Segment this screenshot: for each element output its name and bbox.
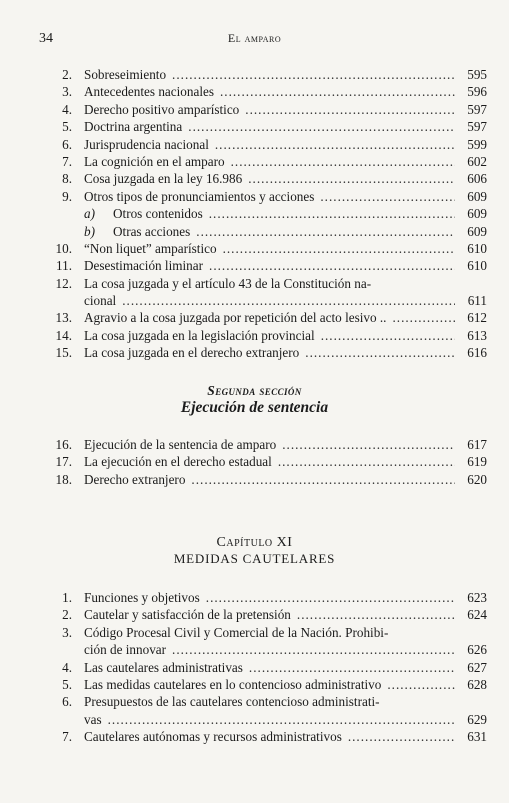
toc-group-primera-seccion [50, 66, 487, 362]
toc-entry [50, 223, 487, 240]
toc-entry [50, 676, 487, 693]
entry-title: Cautelar y satisfacción de la pretensión [84, 607, 291, 623]
entry-title: Otras acciones [113, 223, 191, 239]
toc-entry [50, 606, 487, 623]
toc-entry [50, 711, 487, 728]
dot-leader [278, 453, 455, 470]
toc-entry [50, 118, 487, 135]
dot-leader [321, 327, 455, 344]
entry-content [84, 170, 487, 187]
entry-number: 2. [62, 607, 72, 623]
entry-title: Las medidas cautelares en lo contencioso administrativo [84, 676, 382, 692]
section-title: Ejecución de sentencia [180, 399, 329, 416]
entry-content [84, 641, 487, 658]
entry-number: 2. [62, 67, 72, 82]
entry-page: 609 [467, 188, 487, 204]
entry-content [84, 153, 487, 170]
dot-leader [122, 292, 455, 309]
entry-number: 7. [62, 729, 72, 745]
entry-content [84, 711, 487, 728]
dot-leader [215, 136, 455, 153]
dot-leader [196, 223, 455, 240]
entry-content [84, 240, 487, 257]
dot-leader [108, 711, 455, 728]
entry-page: 626 [467, 642, 487, 658]
entry-page: 627 [467, 659, 487, 675]
entry-content [84, 101, 487, 118]
dot-leader [209, 257, 455, 274]
entry-title: cional [84, 293, 117, 309]
toc-entry [50, 66, 487, 83]
entry-page: 612 [467, 310, 487, 326]
entry-content [84, 309, 487, 326]
entry-content [84, 659, 487, 676]
entry-content [84, 118, 487, 135]
toc-group-capitulo-xi [50, 589, 487, 746]
dot-leader [188, 118, 455, 135]
toc-entry [50, 275, 487, 292]
entry-page: 611 [467, 293, 487, 309]
entry-title: La cosa juzgada y el artículo 43 de la Constitución na- [84, 275, 372, 291]
toc-entry [50, 624, 487, 641]
entry-page: 597 [467, 101, 487, 117]
entry-title: Agravio a la cosa juzgada por repetición del acto lesivo .. [84, 310, 387, 326]
entry-title: La cosa juzgada en el derecho extranjero [84, 345, 300, 361]
entry-title: Cautelares autónomas y recursos administrativos [84, 729, 342, 745]
entry-content [84, 188, 487, 205]
entry-title: Jurisprudencia nacional [84, 136, 209, 152]
toc-entry [50, 589, 487, 606]
toc-entry [50, 453, 487, 470]
entry-title: Sobreseimiento [84, 67, 167, 82]
toc-entry [50, 292, 487, 309]
entry-content [84, 624, 487, 641]
entry-number: a) [84, 206, 95, 222]
toc-entry [50, 240, 487, 257]
entry-number: 13. [55, 310, 72, 326]
entry-number: 3. [62, 84, 72, 100]
toc-entry [50, 153, 487, 170]
entry-title: Ejecución de la sentencia de amparo [84, 437, 277, 452]
entry-title: “Non liquet” amparístico [84, 240, 217, 256]
dot-leader [172, 641, 455, 658]
entry-title: Doctrina argentina [84, 119, 183, 135]
entry-title: La ejecución en el derecho estadual [84, 454, 272, 470]
dot-leader [245, 101, 455, 118]
entry-title: Otros tipos de pronunciamientos y acciones [84, 188, 315, 204]
entry-number: 7. [62, 153, 72, 169]
entry-content [84, 606, 487, 623]
entry-content [84, 589, 487, 606]
toc-entry [50, 693, 487, 710]
toc-entry [50, 641, 487, 658]
entry-title: Antecedentes nacionales [84, 84, 214, 100]
dot-leader [172, 66, 455, 83]
entry-content [84, 66, 487, 83]
dot-leader [387, 676, 455, 693]
entry-number: b) [84, 223, 95, 239]
entry-number: 14. [55, 327, 72, 343]
toc-group-segunda-seccion [50, 436, 487, 488]
entry-title: vas [84, 711, 102, 727]
entry-number: 6. [62, 136, 72, 152]
entry-number: 12. [55, 275, 72, 291]
entry-title: Las cautelares administrativas [84, 659, 243, 675]
entry-content [84, 275, 487, 292]
entry-title: Funciones y objetivos [84, 590, 200, 605]
entry-number: 6. [62, 694, 72, 710]
entry-page: 629 [467, 711, 487, 727]
toc-entry [50, 728, 487, 745]
chapter-title: MEDIDAS CAUTELARES [173, 551, 336, 566]
toc-entry [50, 309, 487, 326]
entry-page: 609 [467, 206, 487, 222]
entry-content [84, 693, 487, 710]
entry-content [84, 471, 487, 488]
dot-leader [220, 83, 455, 100]
entry-page: 610 [467, 258, 487, 274]
entry-page: 623 [467, 590, 487, 605]
toc-entry [50, 170, 487, 187]
toc-entry [50, 101, 487, 118]
entry-content [84, 83, 487, 100]
entry-number: 4. [62, 659, 72, 675]
entry-content [84, 453, 487, 470]
entry-title: La cosa juzgada en la legislación provincial [84, 327, 315, 343]
dot-leader [223, 240, 455, 257]
entry-page: 617 [467, 437, 487, 452]
entry-content [84, 327, 487, 344]
dot-leader [191, 471, 455, 488]
toc-entry [50, 344, 487, 361]
entry-title: Desestimación liminar [84, 258, 204, 274]
running-head: El amparo [227, 31, 282, 45]
entry-number: 15. [55, 345, 72, 361]
entry-page: 610 [467, 240, 487, 256]
entry-content [84, 728, 487, 745]
toc-entry [50, 136, 487, 153]
entry-page: 595 [467, 67, 487, 82]
entry-page: 620 [467, 471, 487, 487]
entry-page: 599 [467, 136, 487, 152]
entry-number: 18. [55, 471, 72, 487]
entry-number: 17. [55, 454, 72, 470]
dot-leader [282, 436, 455, 453]
dot-leader [392, 309, 455, 326]
entry-number: 9. [62, 188, 72, 204]
entry-content [113, 205, 487, 222]
entry-number: 10. [55, 240, 72, 256]
entry-content [84, 292, 487, 309]
entry-page: 631 [467, 729, 487, 745]
toc-entry [50, 83, 487, 100]
toc-entry [50, 205, 487, 222]
dot-leader [297, 606, 455, 623]
dot-leader [320, 188, 455, 205]
entry-title: La cognición en el amparo [84, 153, 225, 169]
toc-entry [50, 659, 487, 676]
entry-title: Código Procesal Civil y Comercial de la Nación. Prohibi- [84, 624, 389, 640]
entry-page: 606 [467, 171, 487, 187]
entry-page: 596 [467, 84, 487, 100]
entry-page: 619 [467, 454, 487, 470]
entry-content [84, 136, 487, 153]
toc-entry [50, 327, 487, 344]
entry-number: 5. [62, 676, 72, 692]
entry-number: 1. [62, 590, 72, 605]
page-header [0, 31, 509, 51]
entry-number: 4. [62, 101, 72, 117]
dot-leader [209, 205, 455, 222]
entry-number: 16. [55, 437, 72, 452]
page-number: 34 [39, 31, 53, 46]
entry-title: ción de innovar [84, 642, 167, 658]
entry-page: 616 [467, 345, 487, 361]
section-label: Segunda sección [207, 383, 302, 398]
entry-number: 11. [56, 258, 72, 274]
entry-content [113, 223, 487, 240]
toc-entry [50, 257, 487, 274]
dot-leader [305, 344, 455, 361]
entry-title: Presupuestos de las cautelares contencioso administrati- [84, 694, 380, 710]
section-heading [0, 383, 509, 417]
entry-page: 609 [467, 223, 487, 239]
entry-content [84, 257, 487, 274]
dot-leader [348, 728, 455, 745]
entry-title: Derecho positivo amparístico [84, 101, 240, 117]
entry-number: 3. [62, 624, 72, 640]
toc-entry [50, 436, 487, 453]
entry-page: 613 [467, 327, 487, 343]
chapter-heading [0, 535, 509, 567]
entry-page: 628 [467, 676, 487, 692]
entry-content [84, 676, 487, 693]
dot-leader [249, 659, 455, 676]
entry-title: Otros contenidos [113, 206, 203, 222]
entry-content [84, 344, 487, 361]
entry-number: 5. [62, 119, 72, 135]
entry-number: 8. [62, 171, 72, 187]
entry-page: 624 [467, 607, 487, 623]
entry-title: Derecho extranjero [84, 471, 186, 487]
toc-entry [50, 188, 487, 205]
dot-leader [248, 170, 455, 187]
dot-leader [206, 589, 455, 606]
entry-page: 597 [467, 119, 487, 135]
entry-page: 602 [467, 153, 487, 169]
dot-leader [231, 153, 455, 170]
entry-title: Cosa juzgada en la ley 16.986 [84, 171, 243, 187]
chapter-label: Capítulo XI [216, 535, 293, 550]
entry-content [84, 436, 487, 453]
toc-entry [50, 471, 487, 488]
